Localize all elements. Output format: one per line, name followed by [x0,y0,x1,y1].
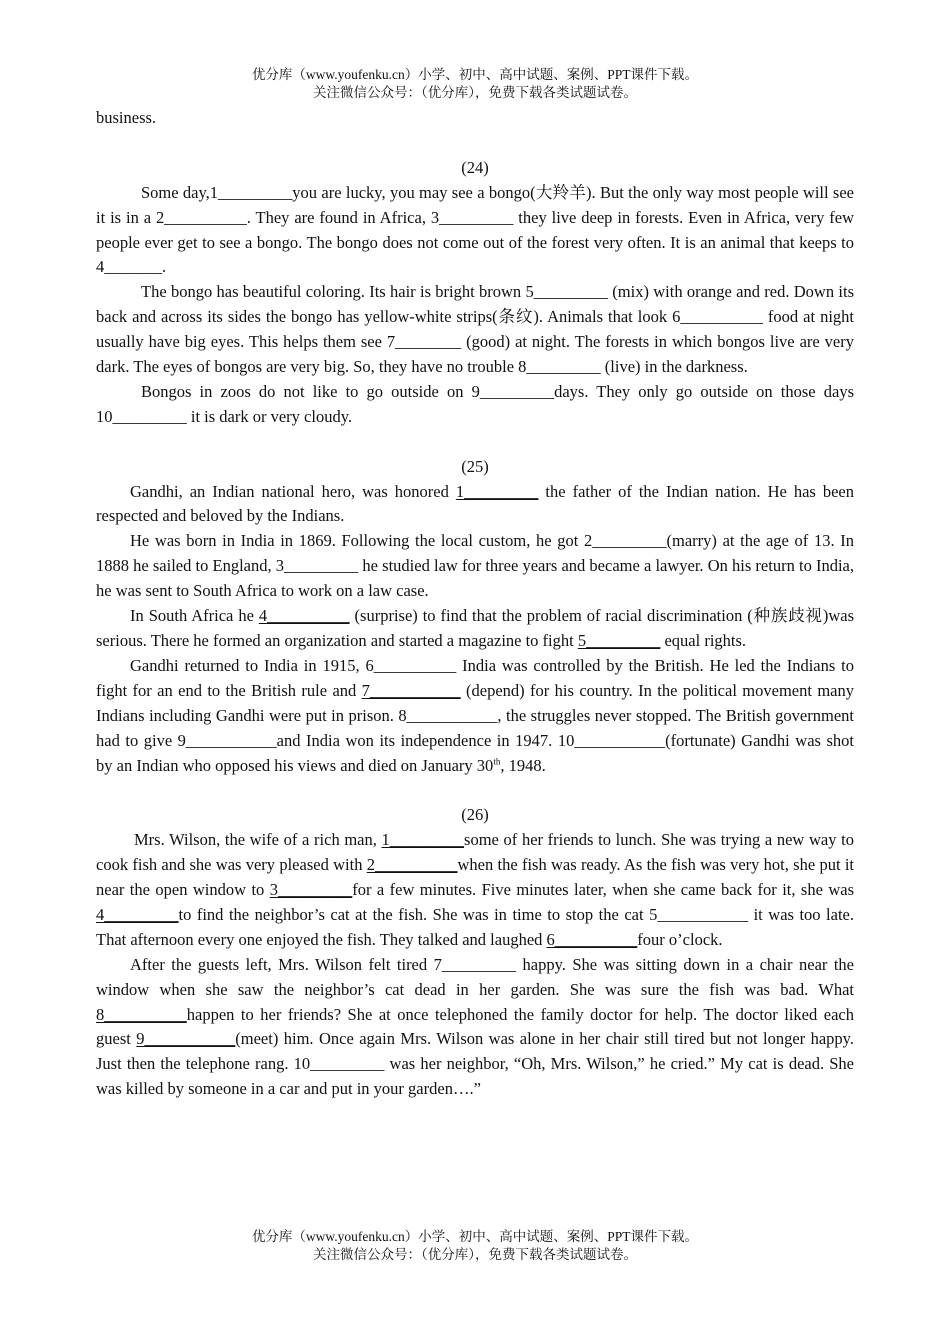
text-run: for a few minutes. Five minutes later, when she came back for it, she was [352,880,855,900]
answer-blank: 2__________ [366,855,458,875]
text-run: (meet) him. Once again Mrs. Wilson was alone in her chair still tired but not longer happy. Just then the telephone rang. 10_________ was her neighbor, “Oh, Mrs. Wilson,” he cried.” My cat is dead. She was killed by someone in a car and put in your garden….” [96,1029,854,1099]
section-25-paragraph-1 [96,480,854,530]
document-body [96,106,854,1102]
answer-blank: 8__________ [96,1004,187,1024]
section-25-title: (25) [461,456,489,476]
text-run: , 1948. [500,755,546,775]
text-run: (depend) for his country. In the political movement many Indians including Gandhi were put in prison. 8___________, the struggles never stopped. The British government had to give 9___________and India won its independence in 1947. 10___________(fortunate) Gandhi was shot by an Indian who opposed his views and died on January 30 [96,680,854,775]
answer-blank: 9___________ [136,1029,236,1049]
section-26 [96,803,854,1102]
text-run: four o’clock. [637,929,723,949]
answer-blank: 1_________ [381,830,465,850]
lead-text: business. [96,108,157,127]
text-run: Mrs. Wilson, the wife of a rich man, [134,830,382,850]
spacer [96,778,854,803]
header-line-2: 关注微信公众号：（优分库），免费下载各类试题试卷。 [313,85,637,100]
answer-blank: 5_________ [577,631,661,650]
section-26-paragraph-1 [96,828,854,953]
text-run: Gandhi, an Indian national hero, was honored [130,481,456,501]
footer-line-1: 优分库（www.youfenku.cn）小学、初中、高中试题、案例、PPT课件下载。 [251,1229,699,1244]
section-24-paragraph-2: The bongo has beautiful coloring. Its hair is bright brown 5_________ (mix) with orange and red. Down its back and across its sides the bongo has yellow-white strips(条纹). Animals that look 6__________ food at night usually have big eyes. This helps them see 7________ (good) at night. The forests in which bongos live are very dark. The eyes of bongos are very big. So, they have no trouble 8_________ (live) in the darkness. [96,282,854,377]
section-26-title: (26) [461,805,489,825]
page-header [0,66,950,102]
text-run: to find the neighbor’s cat at the fish. She was in time to stop the cat 5___________ it was too late. That afternoon every one enjoyed the fish. They talked and laughed [96,904,854,949]
answer-blank: 7___________ [361,680,461,700]
text-run: when the fish was ready. As the fish was very hot, she put it near the open window to [96,855,854,900]
text-run: happen to her friends? She at once telephoned the family doctor for help. The doctor liked each guest [96,1004,854,1049]
answer-blank: 6__________ [546,929,638,949]
text-run: Gandhi returned to India in 1915, 6__________ India was controlled by the British. He led the Indians to fight for an end to the British rule and [96,655,854,700]
text-run: (surprise) to find that the problem of racial discrimination (种族歧视)was serious. There he formed an organization and started a magazine to fight [96,606,855,650]
section-26-paragraph-2 [96,953,854,1102]
section-25-paragraph-3 [96,604,854,654]
footer-line-2: 关注微信公众号：（优分库），免费下载各类试题试卷。 [313,1247,637,1262]
section-25 [96,455,854,779]
answer-blank: 3_________ [269,880,353,900]
spacer [96,430,854,455]
section-25-paragraph-4 [96,654,854,779]
section-24 [96,156,854,430]
spacer [96,131,854,156]
section-25-paragraph-2: He was born in India in 1869. Following the local custom, he got 2_________(marry) at the age of 13. In 1888 he sailed to England, 3_________ he studied law for three years and became a lawyer. On his return to India, he was sent to South Africa to work on a law case. [96,531,854,601]
text-run: some of her friends to lunch. She was trying a new way to cook fish and she was very pleased with [96,830,854,875]
text-run: After the guests left, Mrs. Wilson felt tired 7_________ happy. She was sitting down in a chair near the window when she saw the neighbor’s cat dead in her garden. She was sure the fish was bad. What [96,954,854,999]
section-24-paragraph-1: Some day,1_________you are lucky, you may see a bongo(大羚羊). But the only way most people will see it is in a 2__________. They are found in Africa, 3_________ they live deep in forests. Even in Africa, very few people ever get to see a bongo. The bongo does not come out of the forest very often. It is an animal that keeps to 4_______. [96,182,854,277]
text-run: In South Africa he [130,606,259,626]
answer-blank: 4_________ [96,904,179,924]
header-line-1: 优分库（www.youfenku.cn）小学、初中、高中试题、案例、PPT课件下载。 [251,67,699,82]
answer-blank: 1_________ [455,481,539,501]
text-run: equal rights. [660,631,747,650]
text-run: the father of the Indian nation. He has been respected and beloved by the Indians. [96,481,854,526]
page-footer [0,1228,950,1264]
section-24-title: (24) [461,157,489,177]
superscript: th [493,756,501,767]
section-24-paragraph-3: Bongos in zoos do not like to go outside on 9_________days. They only go outside on those days 10_________ it is dark or very cloudy. [96,381,854,426]
answer-blank: 4__________ [258,606,350,626]
